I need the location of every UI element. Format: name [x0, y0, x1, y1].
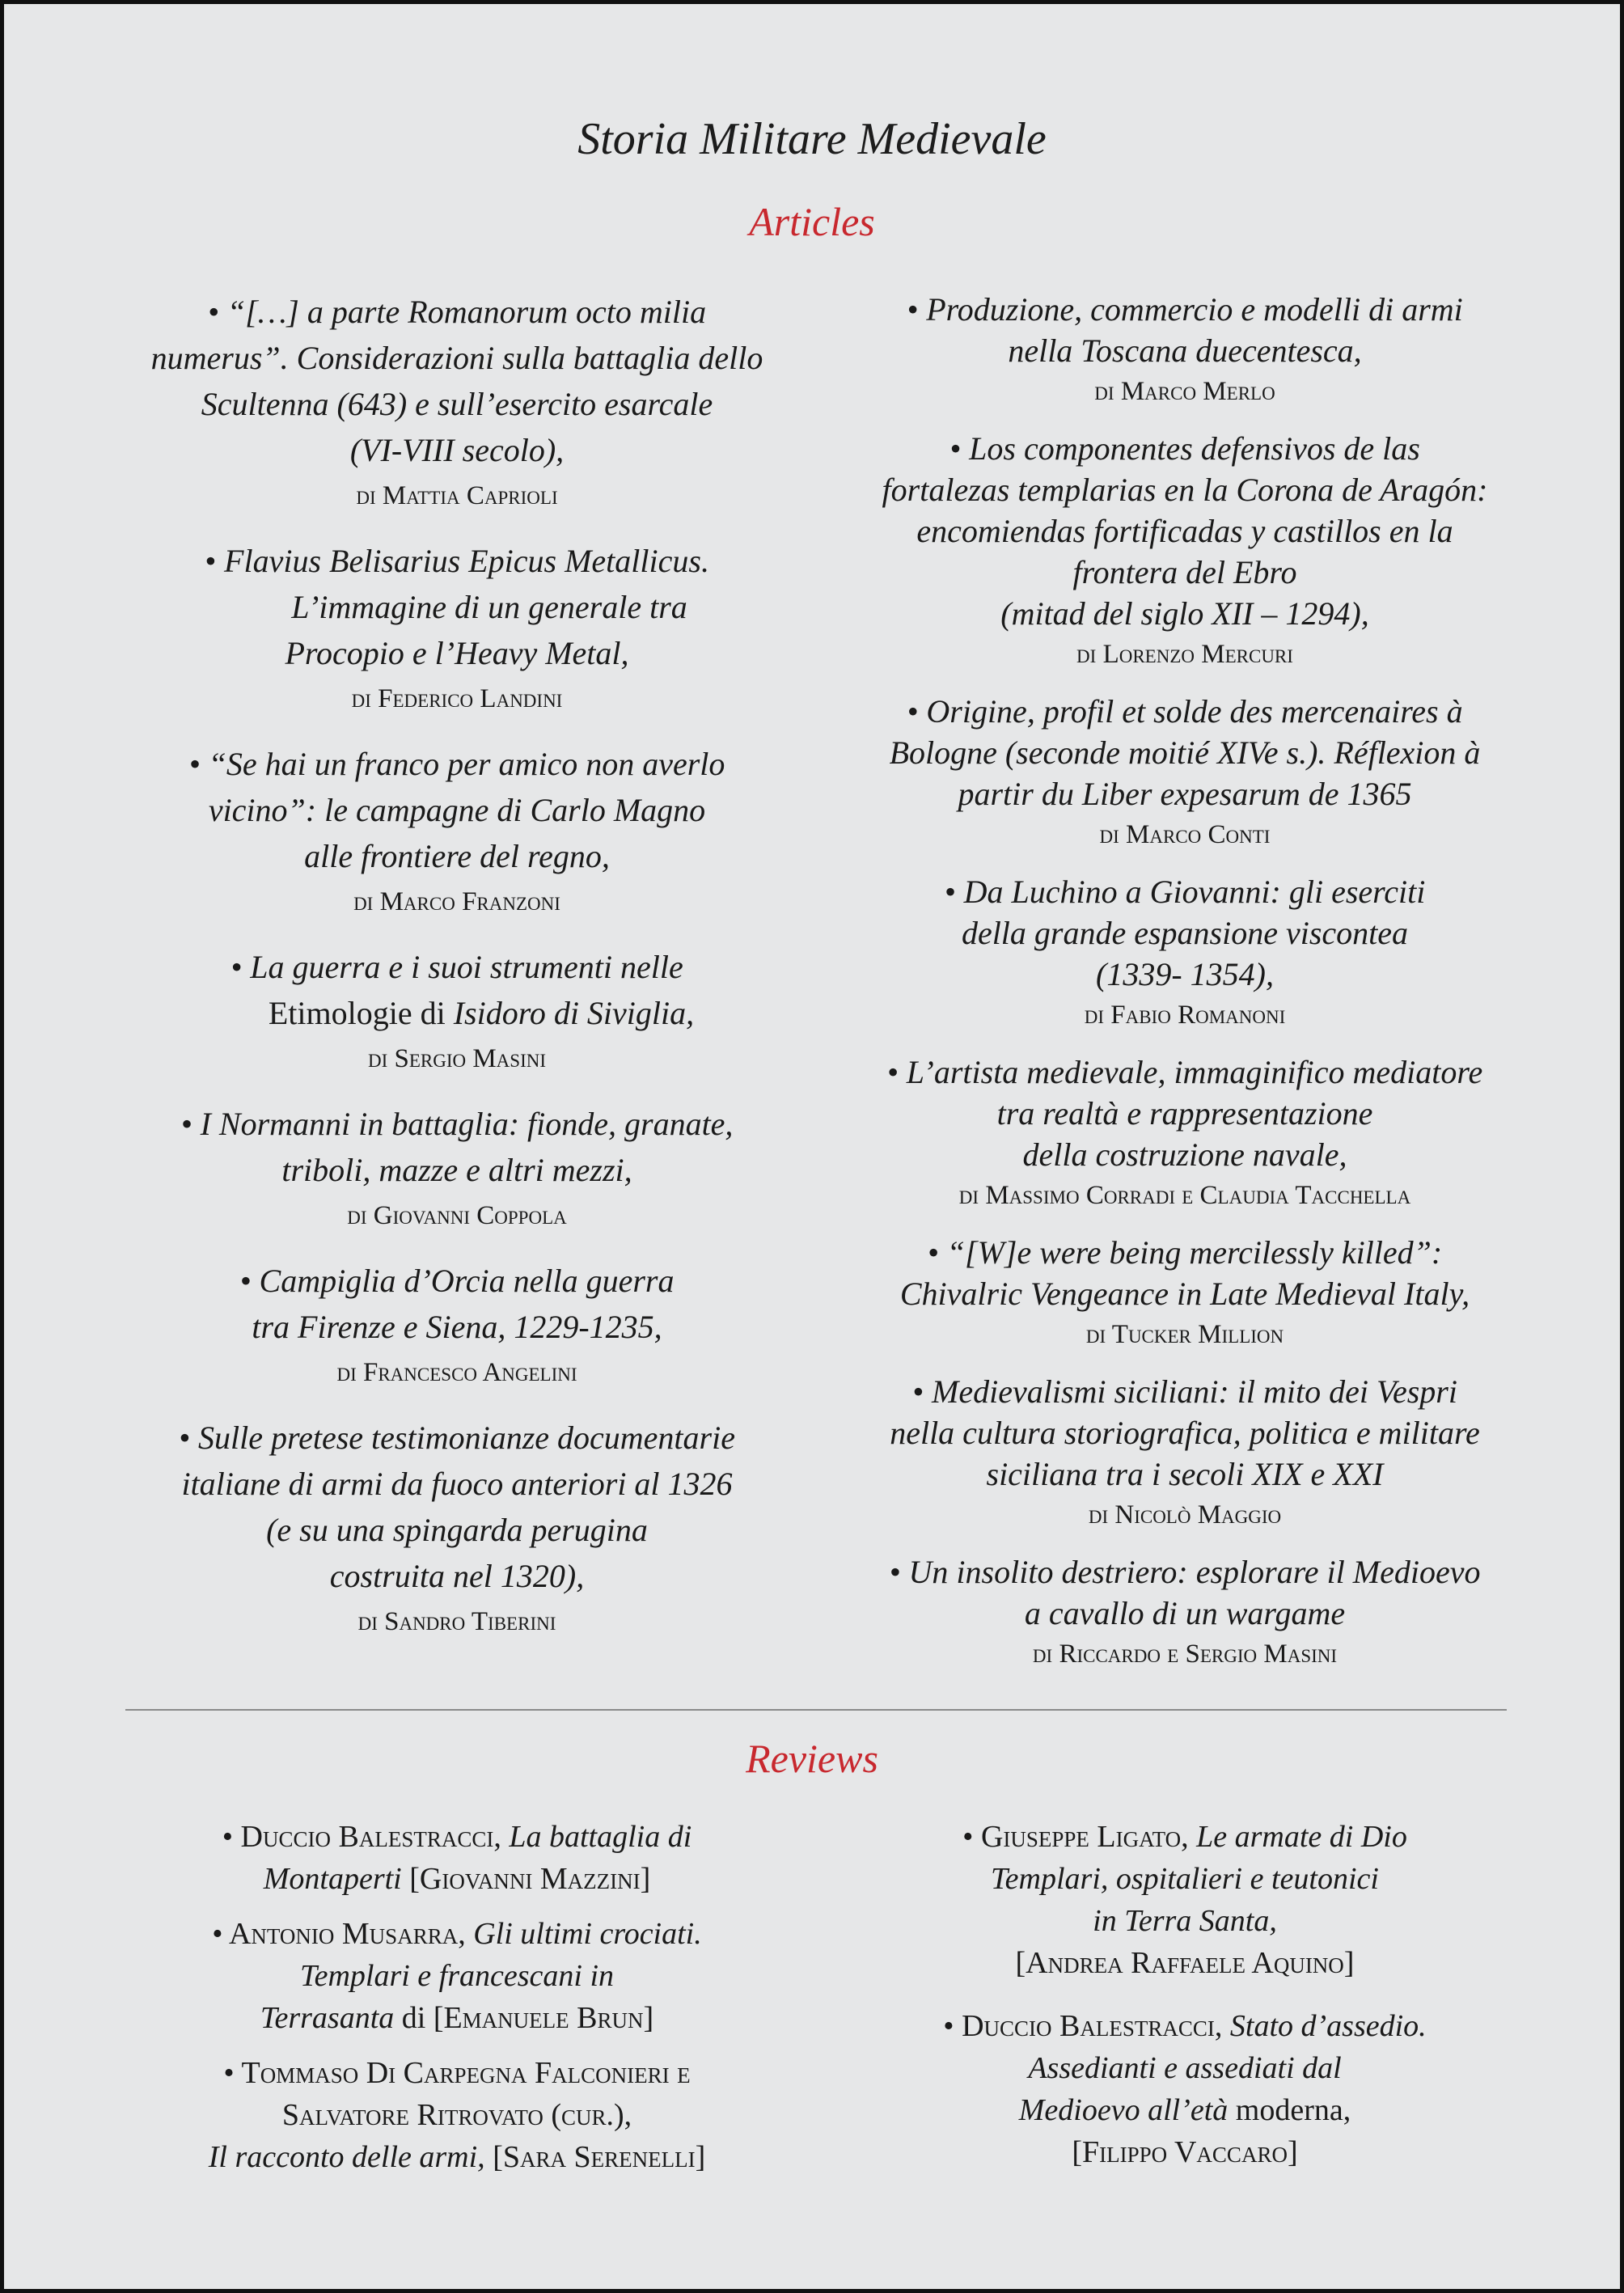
article-entry: [121, 289, 793, 519]
article-title-line: frontera del Ebro: [1072, 554, 1297, 590]
review-title: Il racconto delle armi,: [208, 2140, 485, 2174]
article-author: di Nicolò Maggio: [1088, 1500, 1282, 1529]
review-line: [841, 1816, 1529, 1858]
article-title-line: vicino”: le campagne di Carlo Magno: [208, 792, 706, 828]
review-title: in Terra Santa,: [1093, 1904, 1277, 1938]
review-entry: [133, 2052, 780, 2178]
article-entry: [121, 1101, 793, 1239]
article-author: di Giovanni Coppola: [347, 1201, 567, 1230]
review-title: Assedianti e assediati dal: [1028, 2051, 1342, 2085]
article-author: di Marco Franzoni: [353, 887, 560, 916]
review-title: Templari, ospitalieri e teutonici: [991, 1862, 1379, 1896]
review-title: Templari e francescani in: [299, 1959, 615, 1993]
article-entry: [121, 1415, 793, 1645]
article-entry: [833, 289, 1537, 412]
article-title-line: • Sulle pretese testimonianze documentarie: [179, 1419, 735, 1456]
article-author: di Sergio Masini: [367, 1044, 547, 1073]
article-title-line: (e su una spingarda perugina: [266, 1512, 648, 1548]
review-author: • Antonio Musarra,: [212, 1917, 466, 1951]
article-title-line: • Origine, profil et solde des mercenaires à: [907, 693, 1463, 730]
article-author: di Massimo Corradi e Claudia Tacchella: [958, 1181, 1411, 1210]
review-title-roman: moderna,: [1235, 2093, 1351, 2127]
article-title-line: Bologne (seconde moitié XIVe s.). Réflexion à: [889, 734, 1481, 771]
reviews-left-column: [133, 1816, 780, 2191]
article-title-line: italiane di armi da fuoco anteriori al 1326: [181, 1466, 733, 1502]
article-author: di Francesco Angelini: [336, 1358, 577, 1387]
article-title-line: L’immagine di un generale tra: [291, 589, 687, 625]
article-entry: [833, 1051, 1537, 1216]
review-author: • Tommaso Di Carpegna Falconieri e: [223, 2056, 691, 2090]
review-line: [133, 1997, 780, 2039]
section-divider: [125, 1709, 1507, 1711]
review-line: [133, 1913, 780, 1955]
article-entry: [833, 871, 1537, 1036]
review-entry: [133, 1816, 780, 1900]
article-title-line: (1339- 1354),: [1096, 956, 1274, 992]
article-author: di Marco Merlo: [1094, 377, 1275, 406]
review-author: Salvatore Ritrovato (cur.),: [281, 2098, 632, 2132]
reviews-heading: Reviews: [746, 1736, 878, 1781]
article-title-line: fortalezas templarias en la Corona de Aragón:: [882, 472, 1488, 508]
article-title-line: triboli, mazze e altri mezzi,: [281, 1152, 632, 1188]
article-title-line: • Un insolito destriero: esplorare il Medioevo: [889, 1554, 1481, 1590]
articles-heading: Articles: [749, 199, 875, 244]
review-line: [841, 2005, 1529, 2047]
review-title: La battaglia di: [509, 1820, 692, 1854]
article-title-line: partir du Liber expesarum de 1365: [958, 776, 1412, 812]
article-entry: [121, 741, 793, 925]
review-line: [133, 1816, 780, 1858]
review-title: Medioevo all’età: [1018, 2093, 1229, 2127]
article-title-line: (VI-VIII secolo),: [349, 432, 565, 468]
article-author: di Lorenzo Mercuri: [1076, 640, 1293, 669]
review-connector: di: [401, 2001, 426, 2035]
reviewer: [Sara Serenelli]: [493, 2140, 706, 2174]
article-title-line: tra realtà e rappresentazione: [996, 1095, 1373, 1132]
article-title-italic: Isidoro di Siviglia,: [453, 995, 695, 1031]
article-entry: [833, 1371, 1537, 1536]
article-title-line: • L’artista medievale, immaginifico mediatore: [886, 1054, 1483, 1090]
article-author: di Sandro Tiberini: [357, 1607, 556, 1636]
article-title-line: • “[W]e were being mercilessly killed”:: [927, 1234, 1443, 1271]
review-author: • Giuseppe Ligato,: [962, 1820, 1189, 1854]
article-title-line: • I Normanni in battaglia: fionde, granate,: [180, 1106, 734, 1142]
article-entry: [121, 538, 793, 722]
review-title: Montaperti: [263, 1862, 402, 1896]
article-title-line: tra Firenze e Siena, 1229-1235,: [252, 1309, 662, 1345]
journal-title: Storia Militare Medievale: [577, 114, 1047, 164]
reviewer: [Giovanni Mazzini]: [409, 1862, 651, 1896]
article-title-line: • “[…] a parte Romanorum octo milia: [207, 294, 707, 330]
article-title-line: • La guerra e i suoi strumenti nelle: [230, 949, 683, 985]
article-title-line: • Campiglia d’Orcia nella guerra: [239, 1263, 675, 1299]
article-title-line: • Medievalismi siciliani: il mito dei Vespri: [912, 1373, 1457, 1410]
article-title-line: • Da Luchino a Giovanni: gli eserciti: [944, 874, 1426, 910]
article-title-line: • Flavius Belisarius Epicus Metallicus.: [205, 543, 709, 579]
reviewer: [Filippo Vaccaro]: [1072, 2135, 1298, 2169]
article-entry: [833, 1232, 1537, 1356]
article-title-line: • Los componentes defensivos de las: [949, 430, 1420, 467]
article-title-line: Procopio e l’Heavy Metal,: [285, 635, 629, 671]
article-title-line: (mitad del siglo XII – 1294),: [1000, 595, 1369, 632]
article-title-line: • Produzione, commercio e modelli di armi: [907, 291, 1463, 328]
article-author: di Riccardo e Sergio Masini: [1032, 1639, 1338, 1669]
reviewer: [Andrea Raffaele Aquino]: [1015, 1946, 1355, 1980]
article-title-line: della grande espansione viscontea: [961, 915, 1409, 951]
article-title-line: nella cultura storiografica, politica e militare: [890, 1415, 1480, 1451]
article-entry: [833, 1551, 1537, 1675]
review-author: • Duccio Balestracci,: [222, 1820, 501, 1854]
review-title: Le armate di Dio: [1196, 1820, 1407, 1854]
article-author: di Fabio Romanoni: [1084, 1001, 1286, 1030]
article-author: di Federico Landini: [351, 684, 563, 713]
review-line: [133, 2136, 780, 2178]
reviewer: [Emanuele Brun]: [433, 2001, 654, 2035]
article-title-line: numerus”. Considerazioni sulla battaglia dello: [150, 340, 763, 376]
article-entry: [121, 1258, 793, 1396]
article-author: di Marco Conti: [1099, 820, 1271, 849]
article-title-line: Chivalric Vengeance in Late Medieval Italy,: [899, 1276, 1470, 1312]
article-author: di Mattia Caprioli: [356, 481, 558, 510]
article-title-line: • “Se hai un franco per amico non averlo: [188, 746, 725, 782]
article-title-line: alle frontiere del regno,: [304, 838, 610, 874]
article-author: di Tucker Million: [1085, 1320, 1284, 1349]
review-line: [841, 2089, 1529, 2131]
review-author: • Duccio Balestracci,: [943, 2009, 1223, 2043]
article-entry: [833, 428, 1537, 675]
review-title: Terrasanta: [260, 2001, 395, 2035]
article-entry: [121, 944, 793, 1082]
review-entry: [841, 2005, 1529, 2173]
article-entry: [833, 691, 1537, 856]
article-title-line: nella Toscana duecentesca,: [1008, 332, 1362, 369]
review-entry: [841, 1816, 1529, 1984]
article-title-line: a cavallo di un wargame: [1024, 1595, 1346, 1631]
articles-right-column: [833, 289, 1537, 1690]
reviews-right-column: [841, 1816, 1529, 2194]
article-title-roman: Etimologie di: [268, 995, 454, 1031]
article-title-line: [121, 990, 793, 1036]
review-entry: [133, 1913, 780, 2039]
article-title-line: siciliana tra i secoli XIX e XXI: [986, 1456, 1384, 1492]
article-title-line: della costruzione navale,: [1022, 1136, 1347, 1173]
article-title-line: encomiendas fortificadas y castillos en la: [916, 513, 1453, 549]
review-title: Gli ultimi crociati.: [473, 1917, 702, 1951]
review-line: [133, 1858, 780, 1900]
article-title-line: Scultenna (643) e sull’esercito esarcale: [201, 386, 713, 422]
articles-left-column: [121, 289, 793, 1664]
review-title: Stato d’assedio.: [1229, 2009, 1427, 2043]
article-title-line: costruita nel 1320),: [329, 1558, 585, 1594]
